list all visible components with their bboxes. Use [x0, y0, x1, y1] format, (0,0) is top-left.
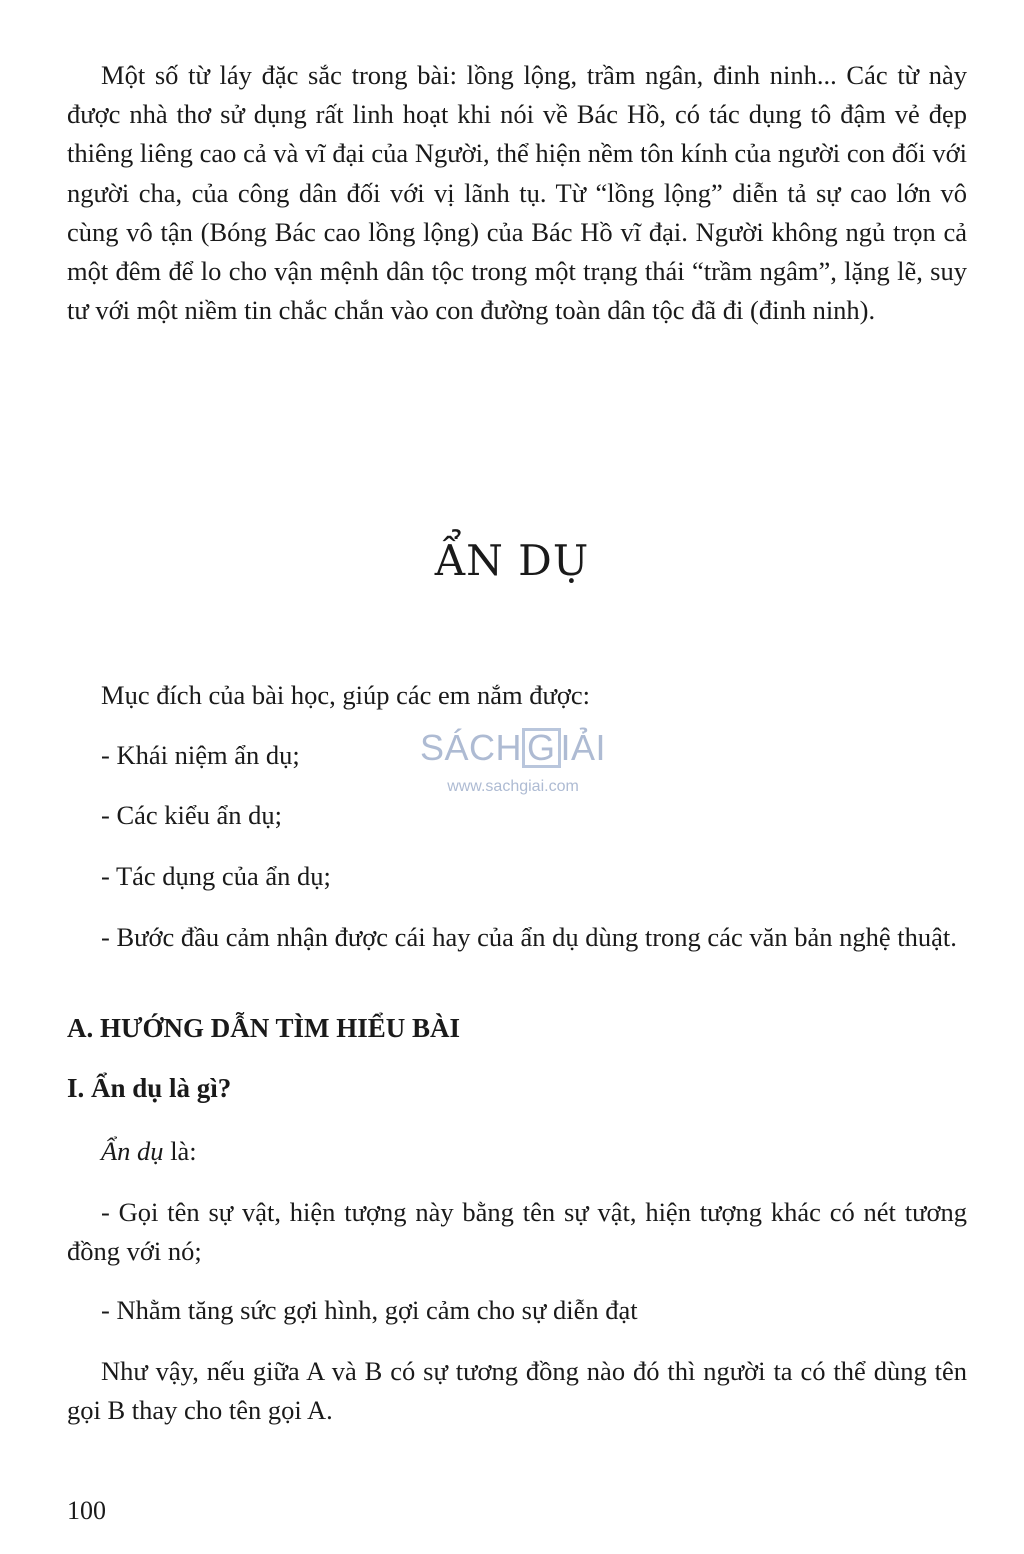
intro-paragraph: Một số từ láy đặc sắc trong bài: lồng lộng, trầm ngân, đinh ninh... Các từ này được nhà thơ sử dụng rất linh hoạt khi nói về Bác Hồ, có tác dụng tô đậm vẻ đẹp thiêng liêng cao cả và vĩ đại của Người, thể hiện nềm tôn kính của người con đối với người cha, của công dân đối với vị lãnh tụ. Từ “lồng lộng” diễn tả sự cao lớn vô cùng vô tận (Bóng Bác cao lồng lộng) của Bác Hồ vĩ đại. Người không ngủ trọn cả một đêm để lo cho vận mệnh dân tộc trong một trạng thái “trầm ngâm”, lặng lẽ, suy tư với một niềm tin chắc chắn vào con đường toàn dân tộc đã đi (đinh ninh). [67, 60, 967, 326]
definition-point: - Gọi tên sự vật, hiện tượng này bằng tên sự vật, hiện tượng khác có nét tương đồng với nó; [67, 1197, 967, 1266]
objective-item: - Tác dụng của ẩn dụ; [101, 861, 331, 891]
lesson-title: ẨN DỤ [434, 536, 590, 585]
definition-term: Ẩn dụ [101, 1136, 164, 1166]
objective-item: - Bước đầu cảm nhận được cái hay của ẩn dụ dùng trong các văn bản nghệ thuật. [101, 922, 957, 952]
objective-item: - Khái niệm ẩn dụ; [101, 740, 300, 770]
watermark-logo [408, 728, 618, 768]
definition-line [67, 1132, 967, 1171]
watermark-url: www.sachgiai.com [447, 778, 579, 795]
watermark-logo-boxed-letter: G [522, 728, 561, 768]
watermark-logo-right: IẢI [560, 727, 607, 768]
objectives-lead: Mục đích của bài học, giúp các em nắm được: [101, 680, 591, 710]
section-heading: A. HƯỚNG DẪN TÌM HIỂU BÀI [67, 1013, 461, 1043]
definition-point: - Nhằm tăng sức gợi hình, gợi cảm cho sự diễn đạt [101, 1295, 638, 1325]
watermark [408, 728, 618, 828]
page-number: 100 [67, 1496, 106, 1525]
watermark-logo-left: SÁCH [419, 727, 522, 768]
subsection-heading: I. Ẩn dụ là gì? [67, 1073, 232, 1103]
conclusion-paragraph: Như vậy, nếu giữa A và B có sự tương đồng nào đó thì người ta có thể dùng tên gọi B thay cho tên gọi A. [67, 1356, 967, 1425]
objective-item: - Các kiểu ẩn dụ; [101, 800, 283, 830]
definition-suffix: là: [163, 1136, 197, 1166]
